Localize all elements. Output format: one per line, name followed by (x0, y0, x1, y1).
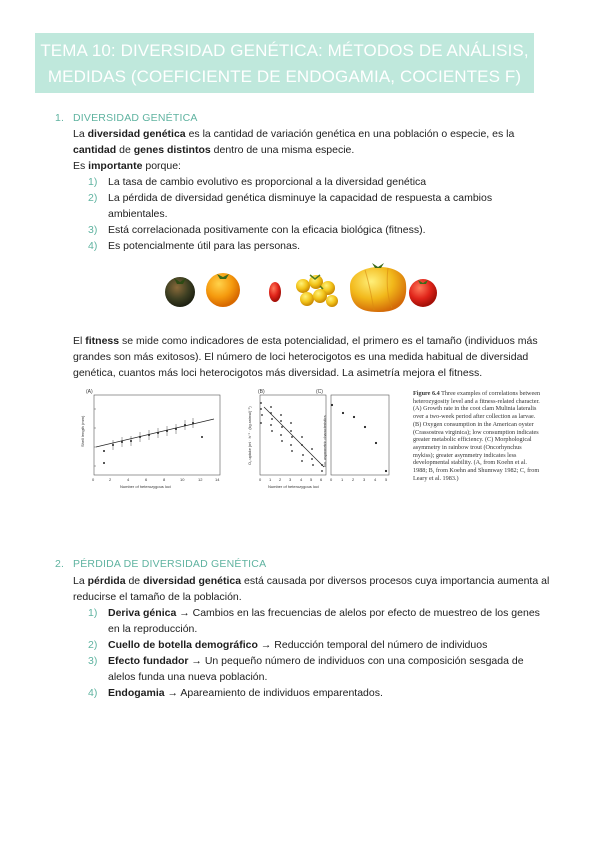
panel-b-xlabel: Number of heterozygous loci (268, 484, 319, 489)
svg-text:4: 4 (127, 477, 130, 482)
figure-caption-title: Figure 6.4 (413, 390, 440, 397)
svg-text:2: 2 (279, 477, 282, 482)
tomato-red (409, 279, 437, 307)
panel-a-xticks (92, 477, 220, 482)
intro-line-1: La diversidad genética es la cantidad de variación genética en una población o especie, es la (73, 128, 515, 140)
important-line: Es importante porque: (73, 160, 181, 172)
panel-c-ylabel: No. asymmetric characteristics (323, 415, 327, 467)
list-item: 2) Cuello de botella demográfico → Reducción temporal del número de individuos (88, 639, 488, 651)
panel-a-label: (A) (86, 389, 93, 395)
panel-a-yticks (94, 409, 96, 466)
svg-text:5: 5 (385, 477, 388, 482)
svg-text:5: 5 (310, 477, 313, 482)
panel-a-regression-line (96, 419, 214, 447)
svg-text:8: 8 (163, 477, 166, 482)
fitness-line-1: El fitness se mide como indicadores de esta potencialidad, el primero es el tamaño (individuos más (73, 335, 538, 347)
svg-text:0: 0 (330, 477, 333, 482)
panel-a-xlabel: Number of heterozygous loci (120, 484, 171, 489)
tomato-varieties-image (160, 256, 440, 316)
section-2-number: 2. (55, 558, 65, 570)
panel-a-points (103, 422, 203, 464)
svg-text:4: 4 (300, 477, 303, 482)
svg-text:6: 6 (145, 477, 148, 482)
panel-a-errorbars (113, 418, 193, 450)
svg-text:2: 2 (352, 477, 355, 482)
tomato-yellow-cluster (296, 275, 338, 307)
svg-text:0: 0 (259, 477, 262, 482)
svg-text:6: 6 (320, 477, 323, 482)
section-1-heading (55, 112, 198, 124)
list-item: 3) Está correlacionada positivamente con la eficacia biológica (fitness). (88, 224, 426, 236)
list-item: 3) Efecto fundador → Un pequeño número de individuos con una composición sesgada de (88, 655, 524, 667)
page-title-banner (35, 33, 534, 93)
section-1-number: 1. (55, 112, 65, 124)
panel-a-ylabel: Shell length (mm) (80, 415, 85, 447)
svg-text:2: 2 (109, 477, 112, 482)
list-item: 1) Deriva génica → Cambios en las frecuencias de alelos por efecto de muestreo de los genes (88, 607, 540, 619)
list-item-continuation: alelos funda una nueva población. (108, 671, 268, 683)
svg-text:12: 12 (198, 477, 203, 482)
figure-caption (413, 390, 541, 482)
svg-text:1: 1 (269, 477, 272, 482)
panel-b-ylabel: O₂ uptake (ml · h⁻¹ · (kg animal)⁻¹) (248, 406, 252, 465)
list-item: 2) La pérdida de diversidad genética disminuye la capacidad de respuesta a cambios (88, 192, 493, 204)
svg-text:3: 3 (289, 477, 292, 482)
section-2-intro-line-1: La pérdida de diversidad genética está causada por diversos procesos cuya importancia aumenta al (73, 575, 550, 587)
title-line-1: TEMA 10: DIVERSIDAD GENÉTICA: MÉTODOS DE ANÁLISIS, (40, 41, 529, 60)
section-2-intro-line-2: reducirse el tamaño de la población. (73, 591, 242, 603)
svg-text:3: 3 (363, 477, 366, 482)
panel-c-points (331, 404, 387, 472)
panel-a (80, 389, 220, 489)
panel-b-xticks (259, 477, 323, 482)
intro-line-2: cantidad de genes distintos dentro de una misma especie. (73, 144, 355, 156)
fitness-line-3: genética, cuantos más loci heterocigotos más diversidad. La asimetría mejora el fitness. (73, 367, 483, 379)
svg-text:4: 4 (374, 477, 377, 482)
panel-c-xticks (330, 477, 388, 482)
svg-text:10: 10 (180, 477, 185, 482)
section-2-heading (55, 558, 266, 570)
figure-caption-text: Three examples of correlations between heterozygosity level and a fitness-related character. (A) Growth rate in the coot clam Mulinia lateralis over a two-week period after collection as larvae. (B) Oxygen consumption in the American oyster (Crassostrea virginica); low consumption indicates greater metabolic efficiency. (C) Morphological asymmetry in rainbow trout (Oncorhynchus mykiss); greater asymmetry indicates less developmental stability. (A, from Koehn et al. 1988; B, from Koehn and Shumway 1982; C, from Leary et al. 1983.) (413, 390, 541, 482)
svg-text:1: 1 (341, 477, 344, 482)
panel-b (248, 389, 326, 489)
panel-b-regression-line (264, 407, 324, 467)
tomato-small-red (269, 282, 281, 302)
section-1-title: DIVERSIDAD GENÉTICA (73, 112, 198, 124)
list-item: 4) Es potencialmente útil para las personas. (88, 240, 301, 252)
tomato-dark (165, 277, 195, 307)
section-2-title: PÉRDIDA DE DIVERSIDAD GENÉTICA (73, 558, 267, 570)
list-item-continuation: en la reproducción. (108, 623, 198, 635)
list-item: 1) La tasa de cambio evolutivo es proporcional a la diversidad genética (88, 176, 427, 188)
tomato-orange (206, 273, 240, 307)
list-item-continuation: ambientales. (108, 208, 168, 220)
panel-c (316, 389, 389, 482)
panel-b-label: (B) (258, 389, 265, 395)
svg-text:14: 14 (215, 477, 220, 482)
fitness-line-2: grandes son más exitosos). El número de loci heterocigotos es una medida habitual de diversidad (73, 351, 529, 363)
list-item: 4) Endogamia → Apareamiento de individuos emparentados. (88, 687, 383, 699)
title-line-2: MEDIDAS (COEFICIENTE DE ENDOGAMIA, COCIENTES F) (47, 67, 522, 86)
tomato-large-yellow (350, 263, 406, 312)
panel-c-label: (C) (316, 389, 323, 395)
svg-text:0: 0 (92, 477, 95, 482)
